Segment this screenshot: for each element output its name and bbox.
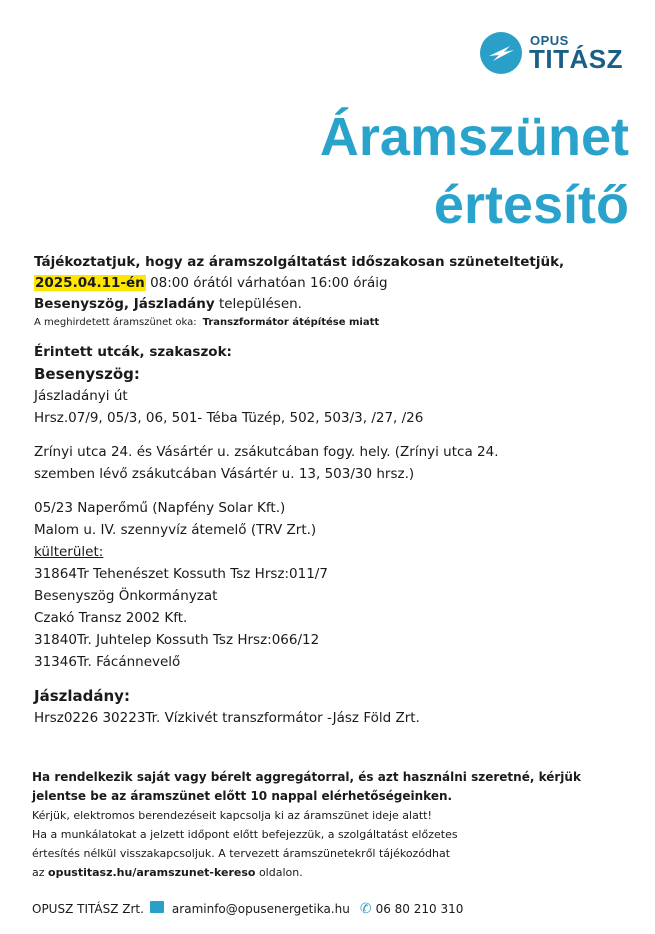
phone-icon: ✆ xyxy=(359,901,372,917)
outage-date: 2025.04.11-én xyxy=(35,275,145,291)
contact-phone[interactable]: 06 80 210 310 xyxy=(375,902,464,916)
footer-line: Ha a munkálatokat a jelzett időpont előtt befejezzük, a szolgáltatást előzetes xyxy=(32,828,458,841)
affected-heading: Érintett utcák, szakaszok: xyxy=(34,344,232,360)
footer-link-line xyxy=(32,863,632,882)
kulterulet-label: külterület: xyxy=(34,544,104,560)
address-line: Hrsz.07/9, 05/3, 06, 501- Téba Tüzép, 502, 503/3, /27, /26 xyxy=(34,410,424,426)
intro-date-line xyxy=(34,273,634,294)
company-name: OPUSZ TITÁSZ Zrt. xyxy=(32,902,144,916)
aggregator-notice-line1: Ha rendelkezik saját vagy bérelt aggregátorral, és azt használni szeretné, kérjük xyxy=(32,770,581,784)
address-line: 05/23 Naperőmű (Napfény Solar Kft.) xyxy=(34,500,286,516)
page-title-line2: értesítő xyxy=(433,175,629,235)
reason-label: A meghirdetett áramszünet oka: xyxy=(34,317,197,328)
intro-line1: Tájékoztatjuk, hogy az áramszolgáltatást időszakosan szüneteltetjük, xyxy=(34,254,565,270)
outage-time: 08:00 órától várhatóan 16:00 óráig xyxy=(145,275,388,291)
link-suffix: oldalon. xyxy=(255,866,303,879)
address-line: 31864Tr Tehenészet Kossuth Tsz Hrsz:011/7 xyxy=(34,566,328,582)
email-icon xyxy=(150,901,164,913)
town-jaszladany: Jászladány: xyxy=(34,687,130,705)
logo-emblem-icon xyxy=(480,32,522,74)
affected-streets-section xyxy=(34,341,634,729)
contact-email[interactable]: araminfo@opusenergetika.hu xyxy=(171,902,350,916)
logo-text-small: OPUS xyxy=(530,33,569,48)
address-line: Jászladányi út xyxy=(34,388,128,404)
logo-text-big: TITÁSZ xyxy=(529,44,623,74)
link-prefix: az xyxy=(32,866,49,879)
footer-note xyxy=(32,768,632,882)
address-line: Malom u. IV. szennyvíz átemelő (TRV Zrt.) xyxy=(34,522,317,538)
intro-section xyxy=(34,252,634,331)
address-line: Zrínyi utca 24. és Vásártér u. zsákutcában fogy. hely. (Zrínyi utca 24. xyxy=(34,444,499,460)
aggregator-notice-line2: jelentse be az áramszünet előtt 10 nappal elérhetőségeinken. xyxy=(32,789,453,803)
footer-line: értesítés nélkül visszakapcsoljuk. A tervezett áramszünetekről tájékozódhat xyxy=(32,847,451,860)
address-line: szemben lévő zsákutcában Vásártér u. 13, 503/30 hrsz.) xyxy=(34,466,415,482)
address-line: Hrsz0226 30223Tr. Vízkivét transzformátor -Jász Föld Zrt. xyxy=(34,710,420,726)
contact-bar xyxy=(32,901,632,917)
outage-location: Besenyszög, Jászladány xyxy=(34,296,215,312)
address-line: Czakó Transz 2002 Kft. xyxy=(34,610,188,626)
reason-value: Transzformátor átépítése miatt xyxy=(202,317,380,328)
intro-location-line xyxy=(34,294,634,315)
address-line: 31840Tr. Juhtelep Kossuth Tsz Hrsz:066/12 xyxy=(34,632,320,648)
page-title-line1: Áramszünet xyxy=(319,107,629,167)
address-line: Besenyszög Önkormányzat xyxy=(34,588,218,604)
location-suffix: településen. xyxy=(214,296,302,312)
town-besenyszog: Besenyszög: xyxy=(34,365,140,383)
outage-search-link[interactable]: opustitasz.hu/aramszunet-kereso xyxy=(48,866,256,879)
footer-line: Kérjük, elektromos berendezéseit kapcsolja ki az áramszünet ideje alatt! xyxy=(32,809,432,822)
address-line: 31346Tr. Fácánnevelő xyxy=(34,654,181,670)
outage-reason xyxy=(34,315,634,331)
opus-titasz-logo xyxy=(480,30,630,75)
